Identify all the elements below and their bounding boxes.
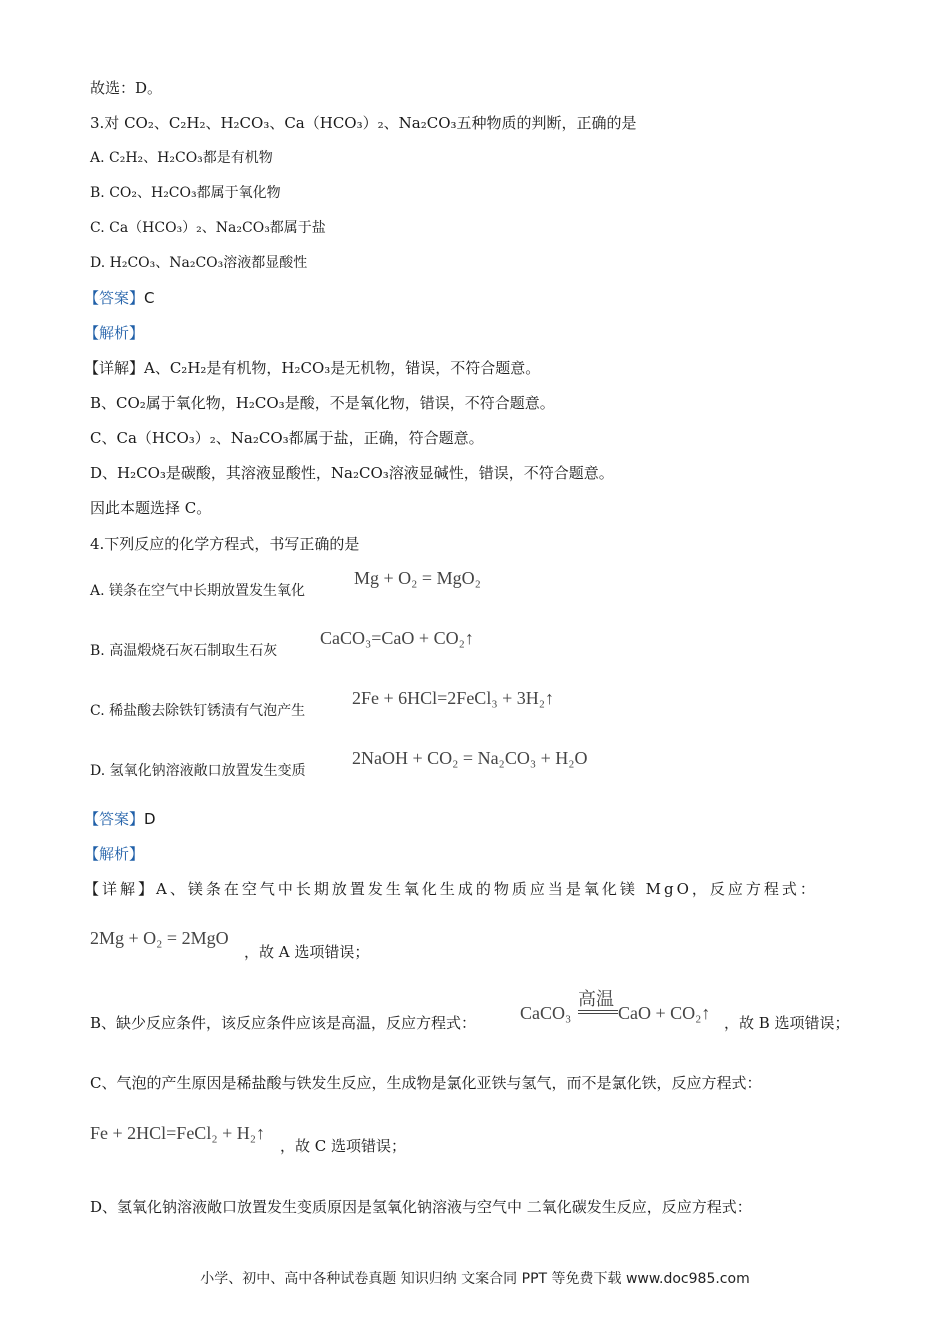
question-3-option-a: A. C₂H₂、H₂CO₃都是有机物 bbox=[90, 150, 273, 166]
question-4-detail-b-end: ，故 B 选项错误； bbox=[724, 1014, 850, 1032]
question-4-detail-c-end: ，故 C 选项错误； bbox=[280, 1137, 407, 1155]
page-footer: 小学、初中、高中各种试卷真题 知识归纳 文案合同 PPT 等免费下载 www.doc985.com bbox=[200, 1271, 750, 1287]
question-3-option-d: D. H₂CO₃、Na₂CO₃溶液都显酸性 bbox=[90, 255, 308, 271]
question-4-equation-c: Fe + 2HCl=FeCl₂ + H₂↑ bbox=[90, 1123, 266, 1143]
question-4-detail-d: D、氢氧化钠溶液敞口放置发生变质原因是氢氧化钠溶液与空气中 二氧化碳发生反应，反应方程式： bbox=[90, 1198, 752, 1216]
question-3-option-b: B. CO₂、H₂CO₃都属于氧化物 bbox=[90, 185, 281, 201]
question-4-answer bbox=[84, 809, 156, 829]
question-3-detail-c: C、Ca（HCO₃）₂、Na₂CO₃都属于盐，正确，符合题意。 bbox=[90, 429, 484, 447]
equals-sign bbox=[578, 1010, 618, 1014]
question-4-equation-b-condition: 高温 bbox=[578, 989, 614, 1009]
answer-tag: 【答案】 bbox=[84, 810, 145, 828]
question-4-option-c: C. 稀盐酸去除铁钉锈渍有气泡产生 bbox=[90, 703, 306, 719]
question-3-analysis-tag: 【解析】 bbox=[84, 324, 145, 342]
answer-value: D bbox=[144, 810, 156, 828]
question-4-detail-a: 【详解】A、镁条在空气中长期放置发生氧化生成的物质应当是氧化镁 MgO，反应方程式： bbox=[84, 880, 818, 898]
question-4-detail-c: C、气泡的产生原因是稀盐酸与铁发生反应，生成物是氯化亚铁与氢气，而不是氯化铁，反应方程式： bbox=[90, 1074, 762, 1092]
answer-tag: 【答案】 bbox=[84, 289, 145, 307]
question-4-option-c-equation: 2Fe + 6HCl=2FeCl₃ + 3H₂↑ bbox=[352, 688, 555, 708]
question-4-equation-b-left: CaCO₃ bbox=[520, 1003, 572, 1023]
question-3-answer bbox=[84, 288, 155, 308]
answer-value: C bbox=[144, 289, 155, 307]
question-4-option-b-equation: CaCO₃=CaO + CO₂↑ bbox=[320, 628, 474, 648]
question-3-stem: 3.对 CO₂、C₂H₂、H₂CO₃、Ca（HCO₃）₂、Na₂CO₃五种物质的判断，正确的是 bbox=[90, 114, 637, 132]
question-3-option-c: C. Ca（HCO₃）₂、Na₂CO₃都属于盐 bbox=[90, 220, 326, 236]
question-4-option-a-equation: Mg + O₂ = MgO₂ bbox=[354, 568, 481, 588]
question-4-equation-a: 2Mg + O₂ = 2MgO bbox=[90, 928, 229, 948]
question-4-detail-b: B、缺少反应条件，该反应条件应该是高温，反应方程式： bbox=[90, 1014, 477, 1032]
question-4-equation-b-right: CaO + CO₂↑ bbox=[618, 1003, 711, 1023]
question-4-analysis-tag: 【解析】 bbox=[84, 845, 145, 863]
question-4-stem: 4.下列反应的化学方程式，书写正确的是 bbox=[90, 535, 360, 553]
question-4-option-d: D. 氢氧化钠溶液敞口放置发生变质 bbox=[90, 763, 306, 779]
prev-answer-line: 故选：D。 bbox=[90, 79, 163, 97]
question-4-detail-a-end: ，故 A 选项错误； bbox=[244, 943, 370, 961]
question-3-detail-a: 【详解】A、C₂H₂是有机物，H₂CO₃是无机物，错误，不符合题意。 bbox=[84, 359, 541, 377]
question-3-conclusion: 因此本题选择 C。 bbox=[90, 499, 212, 517]
question-3-detail-d: D、H₂CO₃是碳酸，其溶液显酸性，Na₂CO₃溶液显碱性，错误，不符合题意。 bbox=[90, 464, 614, 482]
question-4-option-b: B. 高温煅烧石灰石制取生石灰 bbox=[90, 643, 278, 659]
question-3-detail-b: B、CO₂属于氧化物，H₂CO₃是酸，不是氧化物，错误，不符合题意。 bbox=[90, 394, 555, 412]
question-4-option-a: A. 镁条在空气中长期放置发生氧化 bbox=[90, 583, 306, 599]
question-4-option-d-equation: 2NaOH + CO₂ = Na₂CO₃ + H₂O bbox=[352, 748, 588, 768]
